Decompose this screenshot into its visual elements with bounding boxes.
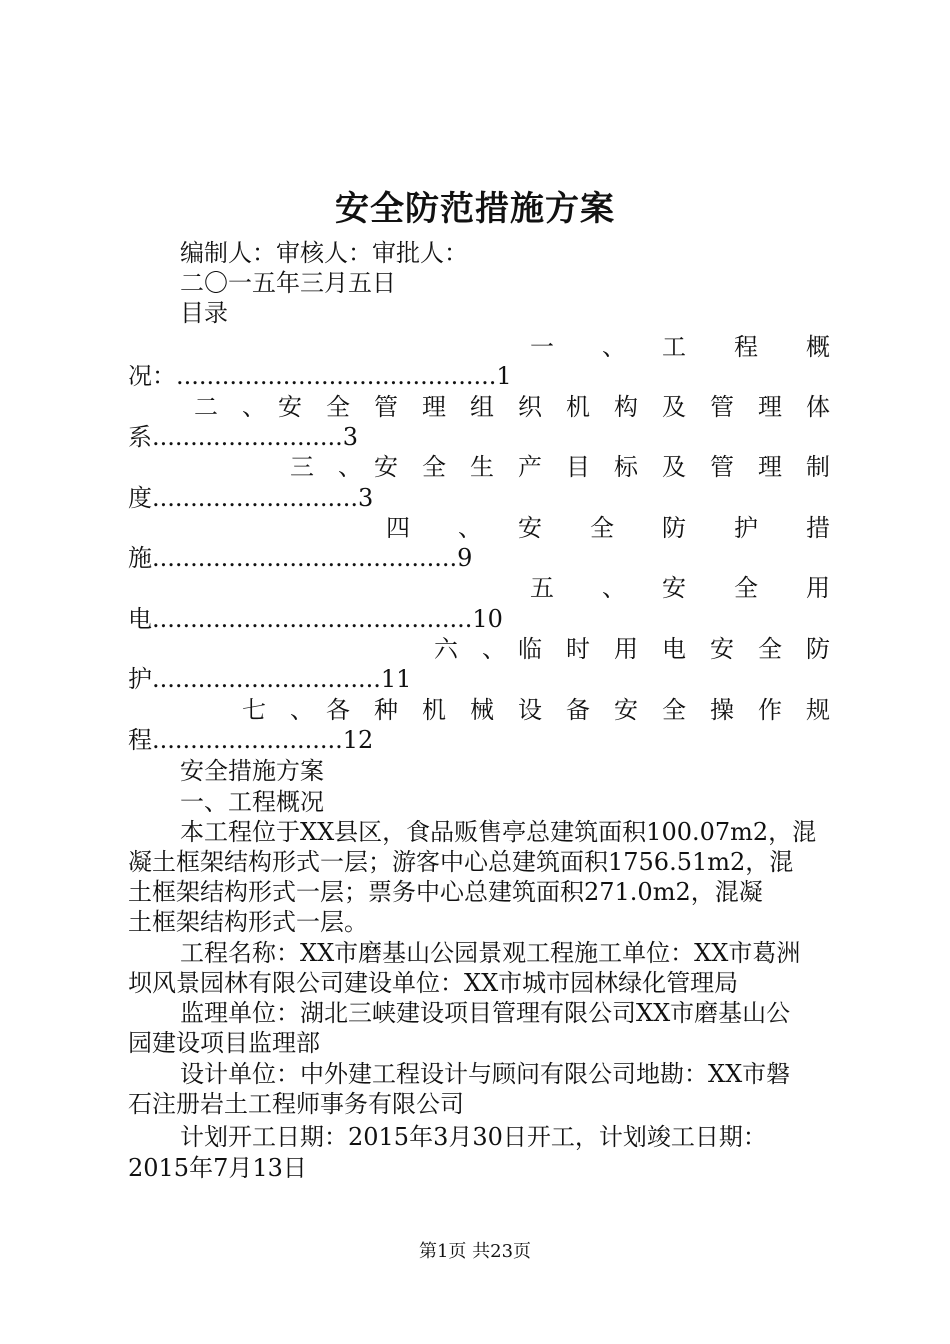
- toc-item-6-top: 六 、 临 时 用 电 安 全 防: [434, 635, 830, 663]
- paragraph-1-line-1: 本工程位于XX县区，食品贩售亭总建筑面积100.07m2，混: [180, 818, 817, 846]
- document-title: 安全防范措施方案: [335, 189, 615, 229]
- paragraph-3-line-1: 监理单位：湖北三峡建设项目管理有限公司XX市磨基山公: [180, 999, 791, 1027]
- document-date: 二〇一五年三月五日: [180, 269, 396, 297]
- toc-item-4-bottom: 施........................................9: [128, 544, 473, 572]
- toc-item-7-top: 七 、 各 种 机 械 设 备 安 全 操 作 规: [242, 696, 830, 724]
- paragraph-2-line-1: 工程名称：XX市磨基山公园景观工程施工单位：XX市葛洲: [180, 939, 801, 967]
- paragraph-5-line-1: 计划开工日期：2015年3月30日开工，计划竣工日期：: [180, 1123, 767, 1151]
- paragraph-1-line-4: 土框架结构形式一层。: [128, 908, 368, 936]
- toc-item-4-top: 四 、 安 全 防 护 措: [386, 514, 830, 542]
- section-heading: 一、工程概况: [180, 788, 324, 816]
- paragraph-5-line-2: 2015年7月13日: [128, 1154, 307, 1182]
- paragraph-4-line-2: 石注册岩土工程师事务有限公司: [128, 1090, 464, 1118]
- toc-item-2-bottom: 系.........................3: [128, 423, 358, 451]
- paragraph-4-line-1: 设计单位：中外建工程设计与顾问有限公司地勘：XX市磐: [180, 1060, 791, 1088]
- paragraph-3-line-2: 园建设项目监理部: [128, 1029, 320, 1057]
- page-footer: 第1页 共23页: [418, 1241, 532, 1262]
- toc-item-5-top: 五 、 安 全 用: [530, 574, 830, 602]
- toc-item-1-top: 一 、 工 程 概: [530, 333, 830, 361]
- toc-item-3-bottom: 度...........................3: [128, 484, 374, 512]
- toc-item-7-bottom: 程.........................12: [128, 726, 374, 754]
- authors-line: 编制人：审核人：审批人：: [180, 239, 468, 267]
- toc-item-2-top: 二 、 安 全 管 理 组 织 机 构 及 管 理 体: [194, 393, 830, 421]
- toc-heading: 目录: [180, 299, 228, 327]
- toc-item-3-top: 三 、 安 全 生 产 目 标 及 管 理 制: [290, 453, 830, 481]
- paragraph-1-line-3: 土框架结构形式一层；票务中心总建筑面积271.0m2，混凝: [128, 878, 763, 906]
- toc-item-1-bottom: 况：..........................................1: [128, 362, 512, 390]
- toc-item-6-bottom: 护..............................11: [128, 665, 412, 693]
- body-heading: 安全措施方案: [180, 757, 324, 785]
- paragraph-2-line-2: 坝风景园林有限公司建设单位：XX市城市园林绿化管理局: [128, 969, 739, 997]
- toc-item-5-bottom: 电..........................................10: [128, 605, 503, 633]
- paragraph-1-line-2: 凝土框架结构形式一层；游客中心总建筑面积1756.51m2，混: [128, 848, 794, 876]
